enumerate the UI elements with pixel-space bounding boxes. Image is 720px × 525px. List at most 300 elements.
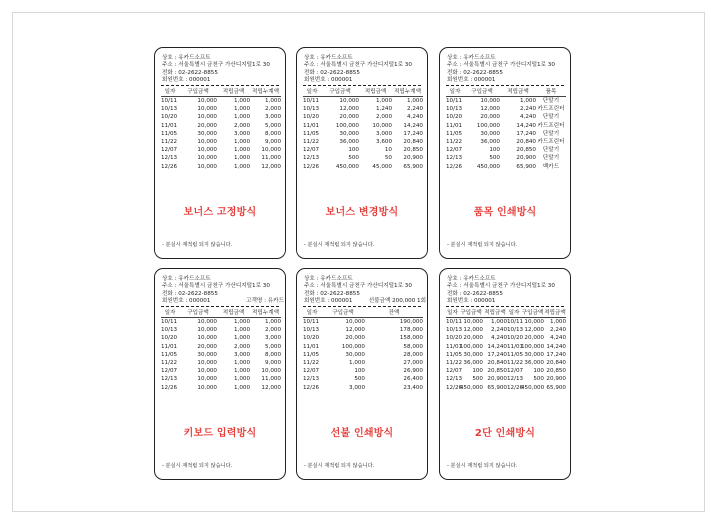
table-cell: 2,240 — [549, 327, 566, 334]
table-cell: 100,000 — [335, 122, 359, 129]
table-cell: 11/01 — [161, 343, 178, 350]
table-row — [446, 375, 566, 383]
table-cell: 12,000 — [339, 106, 359, 113]
table-cell: 17,240 — [516, 130, 536, 137]
table-cell: 1,000 — [233, 384, 250, 391]
table-cell: 1,000 — [233, 335, 250, 342]
table-cell: 11/05 — [303, 130, 320, 137]
table-cell: 100 — [348, 147, 359, 154]
receipt-store: 상호 : 유카드소프트 — [162, 55, 211, 61]
table-row — [446, 130, 566, 138]
table-row — [161, 154, 281, 162]
table-cell: 12/13 — [161, 155, 178, 162]
table-cell: 10,000 — [480, 98, 500, 104]
table-cell: 10,000 — [345, 319, 365, 325]
table-row — [161, 326, 281, 334]
receipt-member-number: 회원번호 : 000001 — [304, 298, 353, 305]
table-row — [161, 97, 281, 105]
table-cell: 11/01 — [507, 343, 524, 350]
member-row — [447, 298, 569, 305]
column-header: 일자 — [447, 310, 458, 316]
table-cell: 11/01 — [303, 343, 320, 350]
table-cell: 1,000 — [233, 319, 250, 325]
table-cell: 12/07 — [161, 368, 178, 375]
table-cell: 1,000 — [233, 376, 250, 383]
table-cell: 500 — [533, 376, 544, 383]
table-cell: 10/11 — [446, 319, 463, 325]
table-cell: 20,850 — [403, 147, 423, 154]
table-cell: 5,000 — [264, 343, 281, 350]
dashed-divider — [161, 85, 279, 86]
table-cell: 11/05 — [161, 351, 178, 358]
table-cell: 65,900 — [403, 163, 423, 170]
table-cell: 36,000 — [339, 139, 359, 145]
table-cell: 2,240 — [490, 327, 507, 334]
table-cell: 10/20 — [161, 335, 178, 342]
table-cell: 100,000 — [521, 343, 545, 350]
table-cell: 12,000 — [345, 327, 365, 334]
table-cell: 1,000 — [233, 163, 250, 170]
table-cell: 100,000 — [476, 122, 500, 129]
table-row — [303, 113, 423, 121]
table-cell: 11/22 — [303, 139, 320, 145]
table-cell: 4,240 — [519, 114, 536, 121]
table-cell: 10/20 — [446, 335, 463, 342]
table-cell: 2,000 — [233, 122, 250, 129]
column-header: 적립금액 — [222, 310, 245, 316]
table-cell: 1,240 — [375, 106, 392, 113]
table-cell: 1,000 — [233, 368, 250, 375]
table-cell: 26,400 — [403, 376, 423, 383]
column-header: 적립누계액 — [251, 89, 280, 95]
table-cell: 30,000 — [197, 130, 217, 137]
table-cell: 카드프린터 — [537, 122, 565, 129]
table-cell: 3,000 — [264, 335, 281, 342]
table-cell: 3,600 — [375, 139, 392, 145]
table-cell: 20,840 — [487, 360, 507, 366]
table-row — [446, 326, 566, 334]
table-cell: 카드프린터 — [537, 106, 565, 113]
table-cell: 26,900 — [403, 368, 423, 375]
print-method-label: 보너스 변경방식 — [325, 207, 399, 218]
table-cell: 12,000 — [261, 163, 281, 170]
column-header: 품목 — [545, 89, 557, 95]
receipt-phone: 전화 : 02-2622-8855 — [304, 69, 360, 76]
member-row — [162, 298, 284, 305]
table-cell: 10 — [384, 147, 392, 154]
table-cell: 10/11 — [161, 98, 178, 104]
table-cell: 20,000 — [345, 335, 365, 342]
table-cell: 20,840 — [546, 360, 566, 366]
receipt-card — [439, 268, 571, 480]
table-cell: 1,000 — [233, 360, 250, 366]
table-cell: 1,000 — [233, 147, 250, 154]
table-cell: 30,000 — [480, 130, 500, 137]
receipt-card — [154, 47, 286, 259]
table-cell: 36,000 — [524, 360, 544, 366]
table-cell: 11/05 — [446, 351, 463, 358]
table-cell: 3,000 — [375, 130, 392, 137]
receipt-address: 주소 : 서울특별시 금천구 가산디지털1로 30 — [304, 62, 412, 69]
receipt-footer-note: - 분실시 재적립 되지 않습니다. — [162, 463, 233, 469]
table-cell: 10/20 — [303, 335, 320, 342]
table-row — [303, 326, 423, 334]
table-cell: 11/05 — [507, 351, 524, 358]
table-cell: 단말기 — [542, 114, 560, 121]
receipt-address: 주소 : 서울특별시 금천구 가산디지털1로 30 — [304, 283, 412, 290]
table-cell: 100 — [472, 368, 483, 375]
table-cell: 1,000 — [233, 106, 250, 113]
table-cell: 1,000 — [233, 327, 250, 334]
table-cell: 12/13 — [303, 155, 320, 162]
table-cell: 30,000 — [197, 351, 217, 358]
table-cell: 10/11 — [161, 319, 178, 325]
table-cell: 10/11 — [303, 319, 320, 325]
table-cell: 100 — [533, 368, 544, 375]
receipt-card — [439, 47, 571, 259]
table-cell: 1,000 — [233, 155, 250, 162]
table-cell: 11/22 — [303, 360, 320, 366]
table-row — [446, 163, 566, 171]
table-cell: 20,850 — [487, 368, 507, 375]
table-row — [446, 343, 566, 351]
table-cell: 500 — [489, 155, 500, 162]
table-cell: 158,000 — [399, 335, 423, 342]
table-cell: 10,000 — [197, 114, 217, 121]
table-cell: 10,000 — [197, 155, 217, 162]
table-row — [303, 154, 423, 162]
receipt-card — [154, 268, 286, 480]
table-cell: 178,000 — [399, 327, 423, 334]
table-cell: 9,000 — [264, 139, 281, 145]
receipt-header — [447, 55, 569, 85]
table-cell: 1,000 — [233, 139, 250, 145]
table-cell: 3,000 — [348, 384, 365, 391]
print-method-label: 키보드 입력방식 — [183, 428, 257, 439]
column-header: 구입금액 — [521, 310, 544, 316]
dashed-divider — [446, 85, 564, 86]
table-cell: 65,900 — [546, 384, 566, 391]
print-method-label: 선불 인쇄방식 — [330, 428, 394, 439]
table-cell: 17,240 — [487, 351, 507, 358]
table-row — [303, 130, 423, 138]
table-header — [446, 88, 566, 97]
table-cell: 30,000 — [345, 351, 365, 358]
table-cell: 1,000 — [233, 98, 250, 104]
table-row — [161, 384, 281, 392]
table-cell: 10,000 — [524, 319, 544, 325]
table-cell: 10/13 — [446, 327, 463, 334]
table-cell: 20,850 — [546, 368, 566, 375]
table-row — [446, 122, 566, 130]
table-cell: 20,000 — [480, 114, 500, 121]
table-cell: 10/13 — [303, 327, 320, 334]
table-cell: 14,240 — [403, 122, 423, 129]
table-cell: 10/13 — [161, 327, 178, 334]
table-cell: 10,000 — [197, 147, 217, 154]
table-cell: 12/26 — [161, 384, 178, 391]
table-row — [303, 122, 423, 130]
table-row — [446, 113, 566, 121]
table-cell: 30,000 — [339, 130, 359, 137]
table-cell: 4,240 — [490, 335, 507, 342]
column-header: 적립금액 — [222, 89, 245, 95]
receipt-extra-info: 고객명 : 유카드 — [246, 298, 284, 305]
table-cell: 10,000 — [197, 98, 217, 104]
table-cell: 12/26 — [303, 163, 320, 170]
table-cell: 12/13 — [507, 376, 524, 383]
table-cell: 카드프린터 — [537, 139, 565, 145]
table-cell: 20,000 — [524, 335, 544, 342]
table-row — [161, 130, 281, 138]
table-cell: 1,000 — [490, 319, 507, 325]
table-row — [303, 384, 423, 392]
table-cell: 500 — [354, 376, 365, 383]
table-cell: 12/26 — [446, 384, 463, 391]
column-header: 적립금액 — [364, 89, 387, 95]
table-cell: 11,000 — [261, 376, 281, 383]
column-header: 구입금액 — [187, 89, 209, 95]
table-cell: 8,000 — [264, 351, 281, 358]
table-row — [446, 97, 566, 105]
receipt-phone: 전화 : 02-2622-8855 — [447, 69, 503, 76]
table-cell: 30,000 — [524, 351, 544, 358]
table-cell: 45,000 — [372, 163, 392, 170]
table-cell: 10,000 — [197, 319, 217, 325]
table-cell: 단말기 — [542, 130, 560, 137]
table-cell: 11/01 — [303, 122, 320, 129]
table-cell: 10,000 — [197, 106, 217, 113]
column-header: 잔액 — [388, 310, 400, 316]
column-header: 일자 — [164, 310, 176, 316]
table-cell: 단말기 — [542, 155, 560, 162]
table-cell: 11/22 — [446, 360, 463, 366]
column-header: 일자 — [306, 310, 318, 316]
table-cell: 10/11 — [446, 98, 463, 104]
table-row — [446, 146, 566, 154]
table-cell: 10/13 — [161, 106, 178, 113]
table-row — [303, 97, 423, 105]
table-cell: 12/07 — [446, 368, 463, 375]
table-cell: 10,000 — [339, 98, 359, 104]
table-cell: 500 — [348, 155, 359, 162]
column-header: 적립금액 — [507, 89, 529, 95]
table-cell: 10,000 — [197, 327, 217, 334]
print-method-label: 보너스 고정방식 — [183, 207, 257, 218]
receipt-store: 상호 : 유카드소프트 — [162, 276, 211, 282]
table-row — [446, 334, 566, 342]
table-row — [161, 359, 281, 367]
dashed-divider — [303, 85, 421, 86]
table-cell: 20,900 — [516, 155, 536, 162]
table-cell: 8,000 — [264, 130, 281, 137]
receipt-header — [447, 276, 569, 306]
table-cell: 20,900 — [403, 155, 423, 162]
receipt-card — [296, 268, 428, 480]
table-row — [161, 375, 281, 383]
table-cell: 10/20 — [507, 335, 524, 342]
receipt-member-number: 회원번호 : 000001 — [447, 298, 496, 305]
receipt-member-number: 회원번호 : 000001 — [162, 77, 211, 84]
dashed-divider — [446, 306, 564, 307]
table-cell: 1,000 — [549, 319, 566, 325]
table-cell: 10/20 — [446, 114, 463, 121]
table-row — [303, 163, 423, 171]
member-row — [447, 77, 569, 84]
table-cell: 450,000 — [476, 163, 500, 170]
table-cell: 12/26 — [446, 163, 463, 170]
table-header — [303, 88, 423, 97]
table-cell: 12/26 — [303, 384, 320, 391]
table-cell: 10,000 — [197, 139, 217, 145]
table-cell: 9,000 — [264, 360, 281, 366]
column-header: 구입금액 — [187, 310, 209, 316]
receipt-footer-note: - 분실시 재적립 되지 않습니다. — [304, 242, 375, 248]
column-header: 적립누계액 — [393, 89, 422, 95]
table-cell: 20,840 — [516, 139, 536, 145]
table-cell: 12,000 — [261, 384, 281, 391]
column-header: 구입금액 — [471, 89, 493, 95]
table-cell: 10/20 — [161, 114, 178, 121]
table-cell: 450,000 — [521, 384, 545, 391]
receipt-address: 주소 : 서울특별시 금천구 가산디지털1로 30 — [162, 283, 270, 290]
receipt-member-number: 회원번호 : 000001 — [304, 77, 353, 84]
table-cell: 단말기 — [542, 147, 560, 154]
table-cell: 1,000 — [233, 114, 250, 121]
table-cell: 10/13 — [507, 327, 524, 334]
table-cell: 20,000 — [197, 343, 217, 350]
table-cell: 11/01 — [446, 122, 463, 129]
table-row — [303, 343, 423, 351]
table-cell: 12/07 — [303, 368, 320, 375]
table-cell: 23,400 — [403, 384, 423, 391]
table-cell: 11/22 — [161, 139, 178, 145]
table-cell: 10,000 — [372, 122, 392, 129]
table-row — [446, 351, 566, 359]
table-cell: 10,000 — [463, 319, 483, 325]
table-cell: 11/22 — [446, 139, 463, 145]
table-cell: 58,000 — [403, 343, 423, 350]
table-cell: 10/11 — [507, 319, 524, 325]
table-header — [161, 88, 281, 97]
receipt-address: 주소 : 서울특별시 금천구 가산디지털1로 30 — [162, 62, 270, 69]
print-method-label: 2단 인쇄방식 — [474, 428, 536, 439]
table-cell: 11/22 — [507, 360, 524, 366]
dashed-divider — [303, 306, 421, 307]
table-cell: 50 — [384, 155, 392, 162]
table-row — [303, 351, 423, 359]
table-cell: 11/05 — [303, 351, 320, 358]
table-cell: 20,000 — [463, 335, 483, 342]
table-cell: 100 — [489, 147, 500, 154]
table-cell: 11/01 — [161, 122, 178, 129]
table-row — [446, 318, 566, 326]
table-cell: 11/22 — [161, 360, 178, 366]
column-header: 일자 — [508, 310, 520, 316]
table-cell: 450,000 — [459, 384, 483, 391]
table-cell: 4,240 — [406, 114, 423, 121]
table-cell: 10,000 — [197, 384, 217, 391]
table-cell: 20,000 — [339, 114, 359, 121]
table-cell: 10/11 — [303, 98, 320, 104]
table-cell: 1,000 — [406, 98, 423, 104]
table-cell: 12/07 — [303, 147, 320, 154]
table-row — [303, 146, 423, 154]
table-row — [303, 375, 423, 383]
table-cell: 10,000 — [197, 376, 217, 383]
table-cell: 12/13 — [446, 155, 463, 162]
table-cell: 1,000 — [264, 98, 281, 104]
table-cell: 10/13 — [303, 106, 320, 113]
table-cell: 12,000 — [463, 327, 483, 334]
table-row — [446, 384, 566, 392]
column-header: 일자 — [449, 89, 461, 95]
table-cell: 11/01 — [446, 343, 463, 350]
table-cell: 28,000 — [403, 351, 423, 358]
receipt-header — [162, 276, 284, 306]
receipt-phone: 전화 : 02-2622-8855 — [162, 69, 218, 76]
table-row — [161, 334, 281, 342]
table-cell: 20,850 — [516, 147, 536, 154]
table-cell: 27,000 — [403, 360, 423, 366]
receipt-phone: 전화 : 02-2622-8855 — [162, 290, 218, 297]
table-cell: 2,000 — [375, 114, 392, 121]
table-cell: 20,000 — [197, 122, 217, 129]
table-cell: 3,000 — [264, 114, 281, 121]
table-row — [446, 105, 566, 113]
table-cell: 190,000 — [399, 319, 423, 325]
column-header: 구입금액 — [460, 310, 482, 316]
table-cell: 12/26 — [507, 384, 524, 391]
table-cell: 5,000 — [264, 122, 281, 129]
column-header: 구입금액 — [329, 89, 351, 95]
table-cell: 20,840 — [403, 139, 423, 145]
table-cell: 10,000 — [197, 368, 217, 375]
table-cell: 12,000 — [524, 327, 544, 334]
receipt-store: 상호 : 유카드소프트 — [304, 55, 353, 61]
table-cell: 11/05 — [446, 130, 463, 137]
receipt-store: 상호 : 유카드소프트 — [447, 55, 496, 61]
receipt-header — [162, 55, 284, 85]
table-cell: 10,000 — [261, 147, 281, 154]
column-header: 적립누계액 — [251, 310, 280, 316]
table-cell: 17,240 — [403, 130, 423, 137]
table-row — [161, 138, 281, 146]
table-cell: 2,000 — [233, 343, 250, 350]
table-cell: 100,000 — [459, 343, 483, 350]
table-row — [446, 359, 566, 367]
table-row — [303, 334, 423, 342]
table-cell: 36,000 — [480, 139, 500, 145]
table-row — [161, 163, 281, 171]
table-cell: 11/05 — [161, 130, 178, 137]
table-cell: 12/26 — [161, 163, 178, 170]
receipt-phone: 전화 : 02-2622-8855 — [447, 290, 503, 297]
table-row — [161, 367, 281, 375]
table-header — [303, 309, 423, 318]
table-row — [161, 105, 281, 113]
table-cell: 1,000 — [375, 98, 392, 104]
table-cell: 백카드 — [542, 163, 560, 170]
table-row — [446, 154, 566, 162]
table-row — [446, 138, 566, 146]
table-row — [303, 105, 423, 113]
member-row — [304, 77, 426, 84]
receipt-address: 주소 : 서울특별시 금천구 가산디지털1로 30 — [447, 283, 555, 290]
table-cell: 14,240 — [516, 122, 536, 129]
column-header: 적립금액 — [544, 310, 566, 316]
table-cell: 10,000 — [261, 368, 281, 375]
